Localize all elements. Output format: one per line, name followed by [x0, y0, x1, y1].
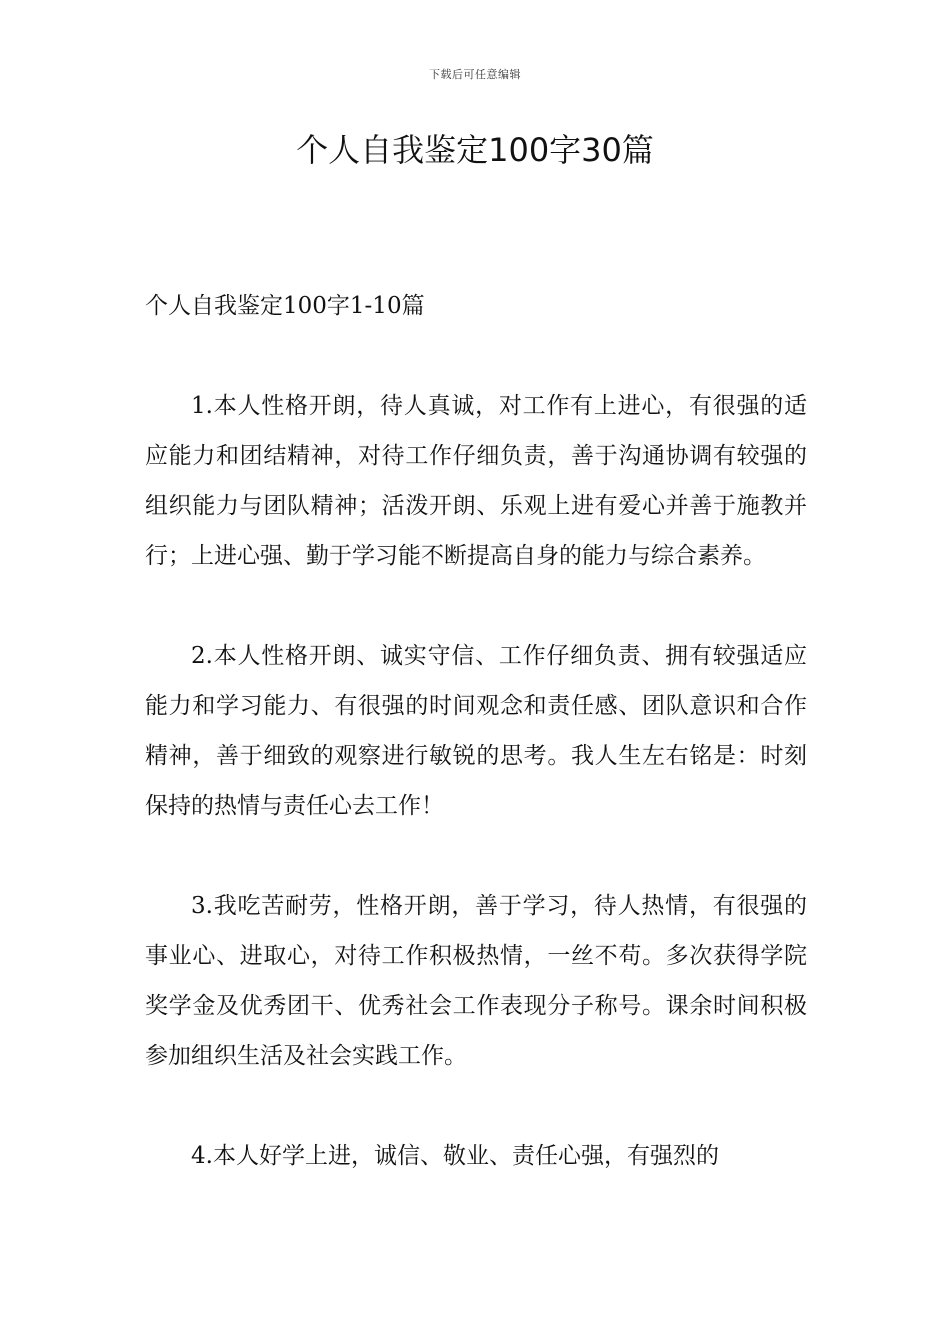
document-body: [145, 281, 807, 1181]
entry-paragraph-1: 1.本人性格开朗，待人真诚，对工作有上进心，有很强的适应能力和团结精神，对待工作仔细负责，善于沟通协调有较强的组织能力与团队精神；活泼开朗、乐观上进有爱心并善于施教并行；上进心强、勤于学习能不断提高自身的能力与综合素养。: [145, 393, 807, 569]
document-title: 个人自我鉴定100字30篇: [296, 131, 654, 169]
entry-paragraph-4: 4.本人好学上进，诚信、敬业、责任心强，有强烈的: [191, 1143, 719, 1169]
entry-paragraph-3: 3.我吃苦耐劳，性格开朗，善于学习，待人热情，有很强的事业心、进取心，对待工作积极热情，一丝不苟。多次获得学院奖学金及优秀团干、优秀社会工作表现分子称号。课余时间积极参加组织生活及社会实践工作。: [145, 893, 807, 1069]
section-heading: 个人自我鉴定100字1-10篇: [145, 293, 425, 319]
entry-paragraph-2: 2.本人性格开朗、诚实守信、工作仔细负责、拥有较强适应能力和学习能力、有很强的时间观念和责任感、团队意识和合作精神，善于细致的观察进行敏锐的思考。我人生左右铭是：时刻保持的热情与责任心去工作！: [145, 643, 807, 819]
header-note: 下载后可任意编辑: [429, 68, 521, 81]
